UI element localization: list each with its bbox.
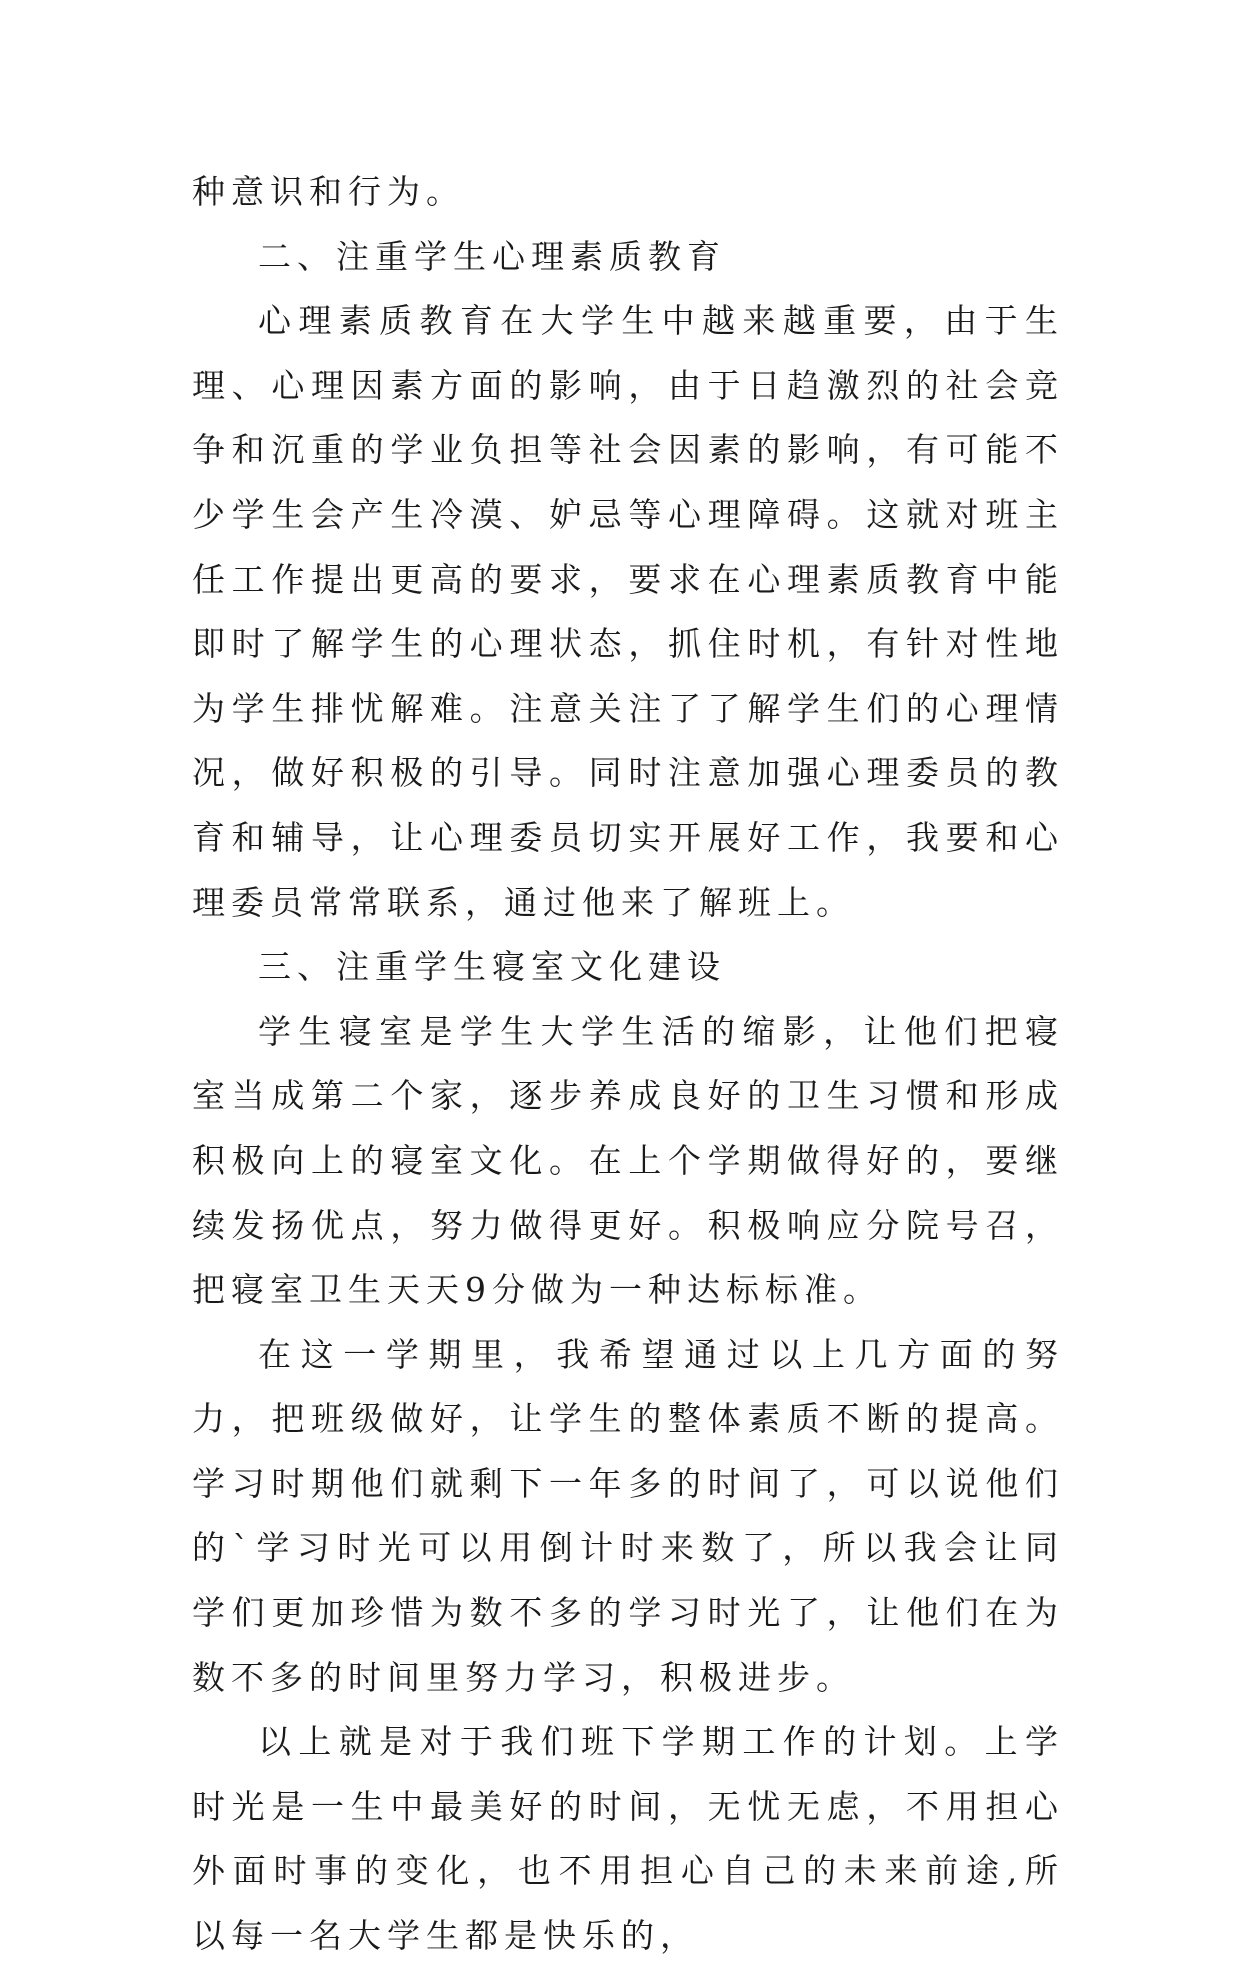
paragraph-psychology: 心理素质教育在大学生中越来越重要，由于生理、心理因素方面的影响，由于日趋激烈的社会竞争和沉重的学业负担等社会因素的影响，有可能不少学生会产生冷漠、妒忌等心理障碍。这就对班主任工作提出更高的要求，要求在心理素质教育中能即时了解学生的心理状态，抓住时机，有针对性地为学生排忧解难。注意关注了了解学生们的心理情况，做好积极的引导。同时注意加强心理委员的教育和辅导，让心理委员切实开展好工作，我要和心理委员常常联系，通过他来了解班上。 [192,301,1064,922]
paragraph-continuation: 种意识和行为。 [192,172,465,211]
section-heading-3: 三、注重学生寝室文化建设 [258,947,726,987]
paragraph-dormitory: 学生寝室是学生大学生活的缩影，让他们把寝室当成第二个家，逐步养成良好的卫生习惯和形成积极向上的寝室文化。在上个学期做得好的，要继续发扬优点，努力做得更好。积极响应分院号召，把寝室卫生天天9分做为一种达标标准。 [192,1011,1064,1310]
paragraph-semester: 在这一学期里，我希望通过以上几方面的努力，把班级做好，让学生的整体素质不断的提高。学习时期他们就剩下一年多的时间了，可以说他们的`学习时光可以用倒计时来数了，所以我会让同学们更加珍惜为数不多的学习时光了，让他们在为数不多的时间里努力学习，积极进步。 [192,1334,1064,1697]
paragraph-conclusion: 以上就是对于我们班下学期工作的计划。上学时光是一生中最美好的时间，无忧无虑，不用担心外面时事的变化，也不用担心自己的未来前途,所以每一名大学生都是快乐的， [192,1722,1064,1956]
document-body [192,160,1064,1969]
section-heading-2: 二、注重学生心理素质教育 [258,236,726,276]
